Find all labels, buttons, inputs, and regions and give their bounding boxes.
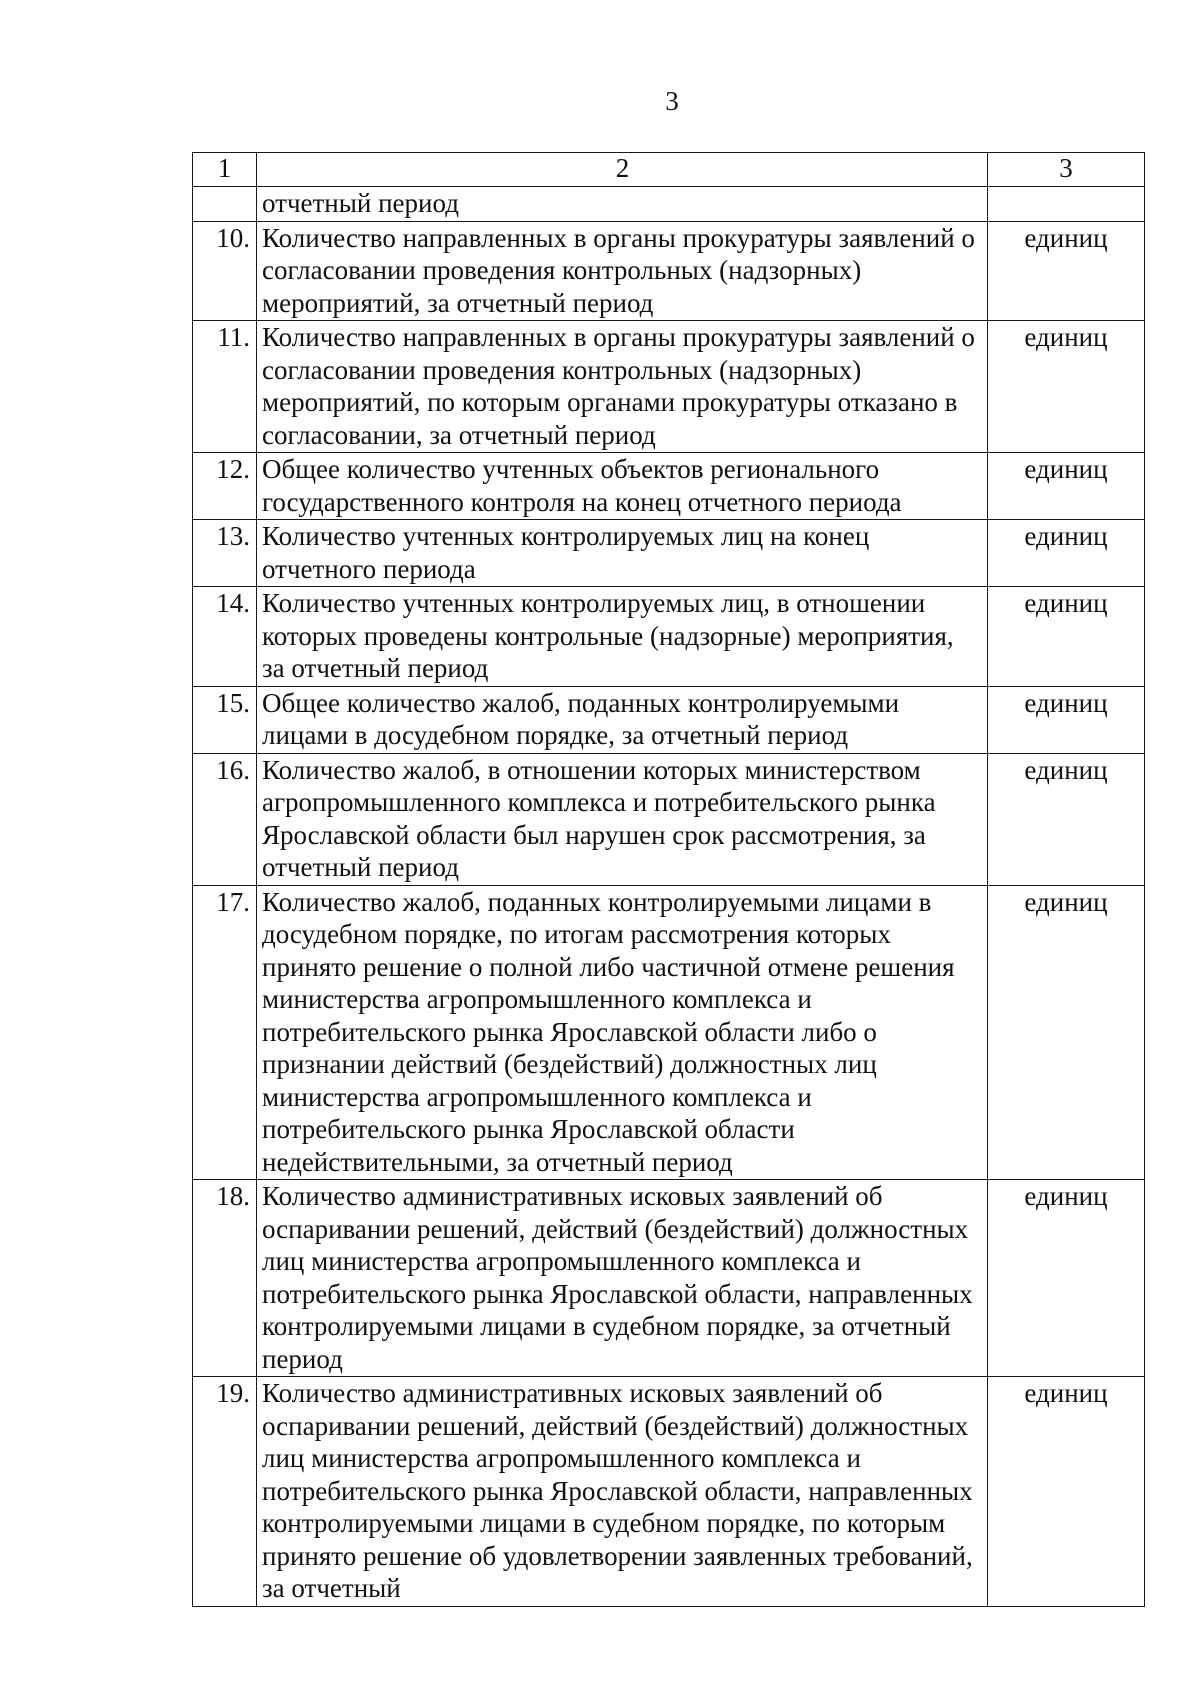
row-number: 10. xyxy=(193,221,257,321)
table-row-17 xyxy=(193,885,1145,1180)
row-unit: единиц xyxy=(988,1180,1145,1377)
row-number: 14. xyxy=(193,587,257,687)
row-unit: единиц xyxy=(988,686,1145,753)
row-number: 17. xyxy=(193,885,257,1180)
row-description: Общее количество учтенных объектов регионального государственного контроля на конец отчетного периода xyxy=(257,453,988,520)
header-cell-col-3: 3 xyxy=(988,153,1145,187)
row-unit: единиц xyxy=(988,885,1145,1180)
row-number: 15. xyxy=(193,686,257,753)
row-description: Количество направленных в органы прокуратуры заявлений о согласовании проведения контрольных (надзорных) мероприятий, за отчетный период xyxy=(257,221,988,321)
row-description: Количество учтенных контролируемых лиц на конец отчетного периода xyxy=(257,520,988,587)
page-number: 3 xyxy=(665,86,679,116)
row-unit: единиц xyxy=(988,520,1145,587)
row-unit: единиц xyxy=(988,753,1145,885)
row-description: отчетный период xyxy=(257,187,988,222)
row-number: 12. xyxy=(193,453,257,520)
row-description: Количество административных исковых заявлений об оспаривании решений, действий (бездействий) должностных лиц министерства агропромышленного комплекса и потребительского рынка Ярославской области, направленных контролируемыми лицами в судебном порядке, за отчетный период xyxy=(257,1180,988,1377)
header-cell-col-2: 2 xyxy=(257,153,988,187)
header-cell-col-1: 1 xyxy=(193,153,257,187)
table-row-10 xyxy=(193,221,1145,321)
row-number: 11. xyxy=(193,321,257,453)
row-description: Количество учтенных контролируемых лиц, в отношении которых проведены контрольные (надзорные) мероприятия, за отчетный период xyxy=(257,587,988,687)
table-row-14 xyxy=(193,587,1145,687)
table-row-11 xyxy=(193,321,1145,453)
table-row-15 xyxy=(193,686,1145,753)
row-number: 16. xyxy=(193,753,257,885)
table-row-continuation xyxy=(193,187,1145,222)
row-unit: единиц xyxy=(988,321,1145,453)
row-description: Общее количество жалоб, поданных контролируемыми лицами в досудебном порядке, за отчетный период xyxy=(257,686,988,753)
table-body xyxy=(193,153,1145,1607)
row-number: 18. xyxy=(193,1180,257,1377)
row-unit: единиц xyxy=(988,1377,1145,1607)
row-number: 13. xyxy=(193,520,257,587)
row-number: 19. xyxy=(193,1377,257,1607)
table-row-18 xyxy=(193,1180,1145,1377)
row-description: Количество административных исковых заявлений об оспаривании решений, действий (бездействий) должностных лиц министерства агропромышленного комплекса и потребительского рынка Ярославской области, направленных контролируемыми лицами в судебном порядке, по которым принято решение об удовлетворении заявленных требований, за отчетный xyxy=(257,1377,988,1607)
indicators-table xyxy=(192,152,1145,1607)
row-unit: единиц xyxy=(988,453,1145,520)
table-header-row xyxy=(193,153,1145,187)
table-row-13 xyxy=(193,520,1145,587)
row-unit xyxy=(988,187,1145,222)
table-row-12 xyxy=(193,453,1145,520)
table-row-19 xyxy=(193,1377,1145,1607)
row-description: Количество жалоб, поданных контролируемыми лицами в досудебном порядке, по итогам рассмотрения которых принято решение о полной либо частичной отмене решения министерства агропромышленного комплекса и потребительского рынка Ярославской области либо о признании действий (бездействий) должностных лиц министерства агропромышленного комплекса и потребительского рынка Ярославской области недействительными, за отчетный период xyxy=(257,885,988,1180)
row-number xyxy=(193,187,257,222)
row-unit: единиц xyxy=(988,221,1145,321)
row-unit: единиц xyxy=(988,587,1145,687)
table-row-16 xyxy=(193,753,1145,885)
row-description: Количество направленных в органы прокуратуры заявлений о согласовании проведения контрольных (надзорных) мероприятий, по которым органами прокуратуры отказано в согласовании, за отчетный период xyxy=(257,321,988,453)
row-description: Количество жалоб, в отношении которых министерством агропромышленного комплекса и потребительского рынка Ярославской области был нарушен срок рассмотрения, за отчетный период xyxy=(257,753,988,885)
